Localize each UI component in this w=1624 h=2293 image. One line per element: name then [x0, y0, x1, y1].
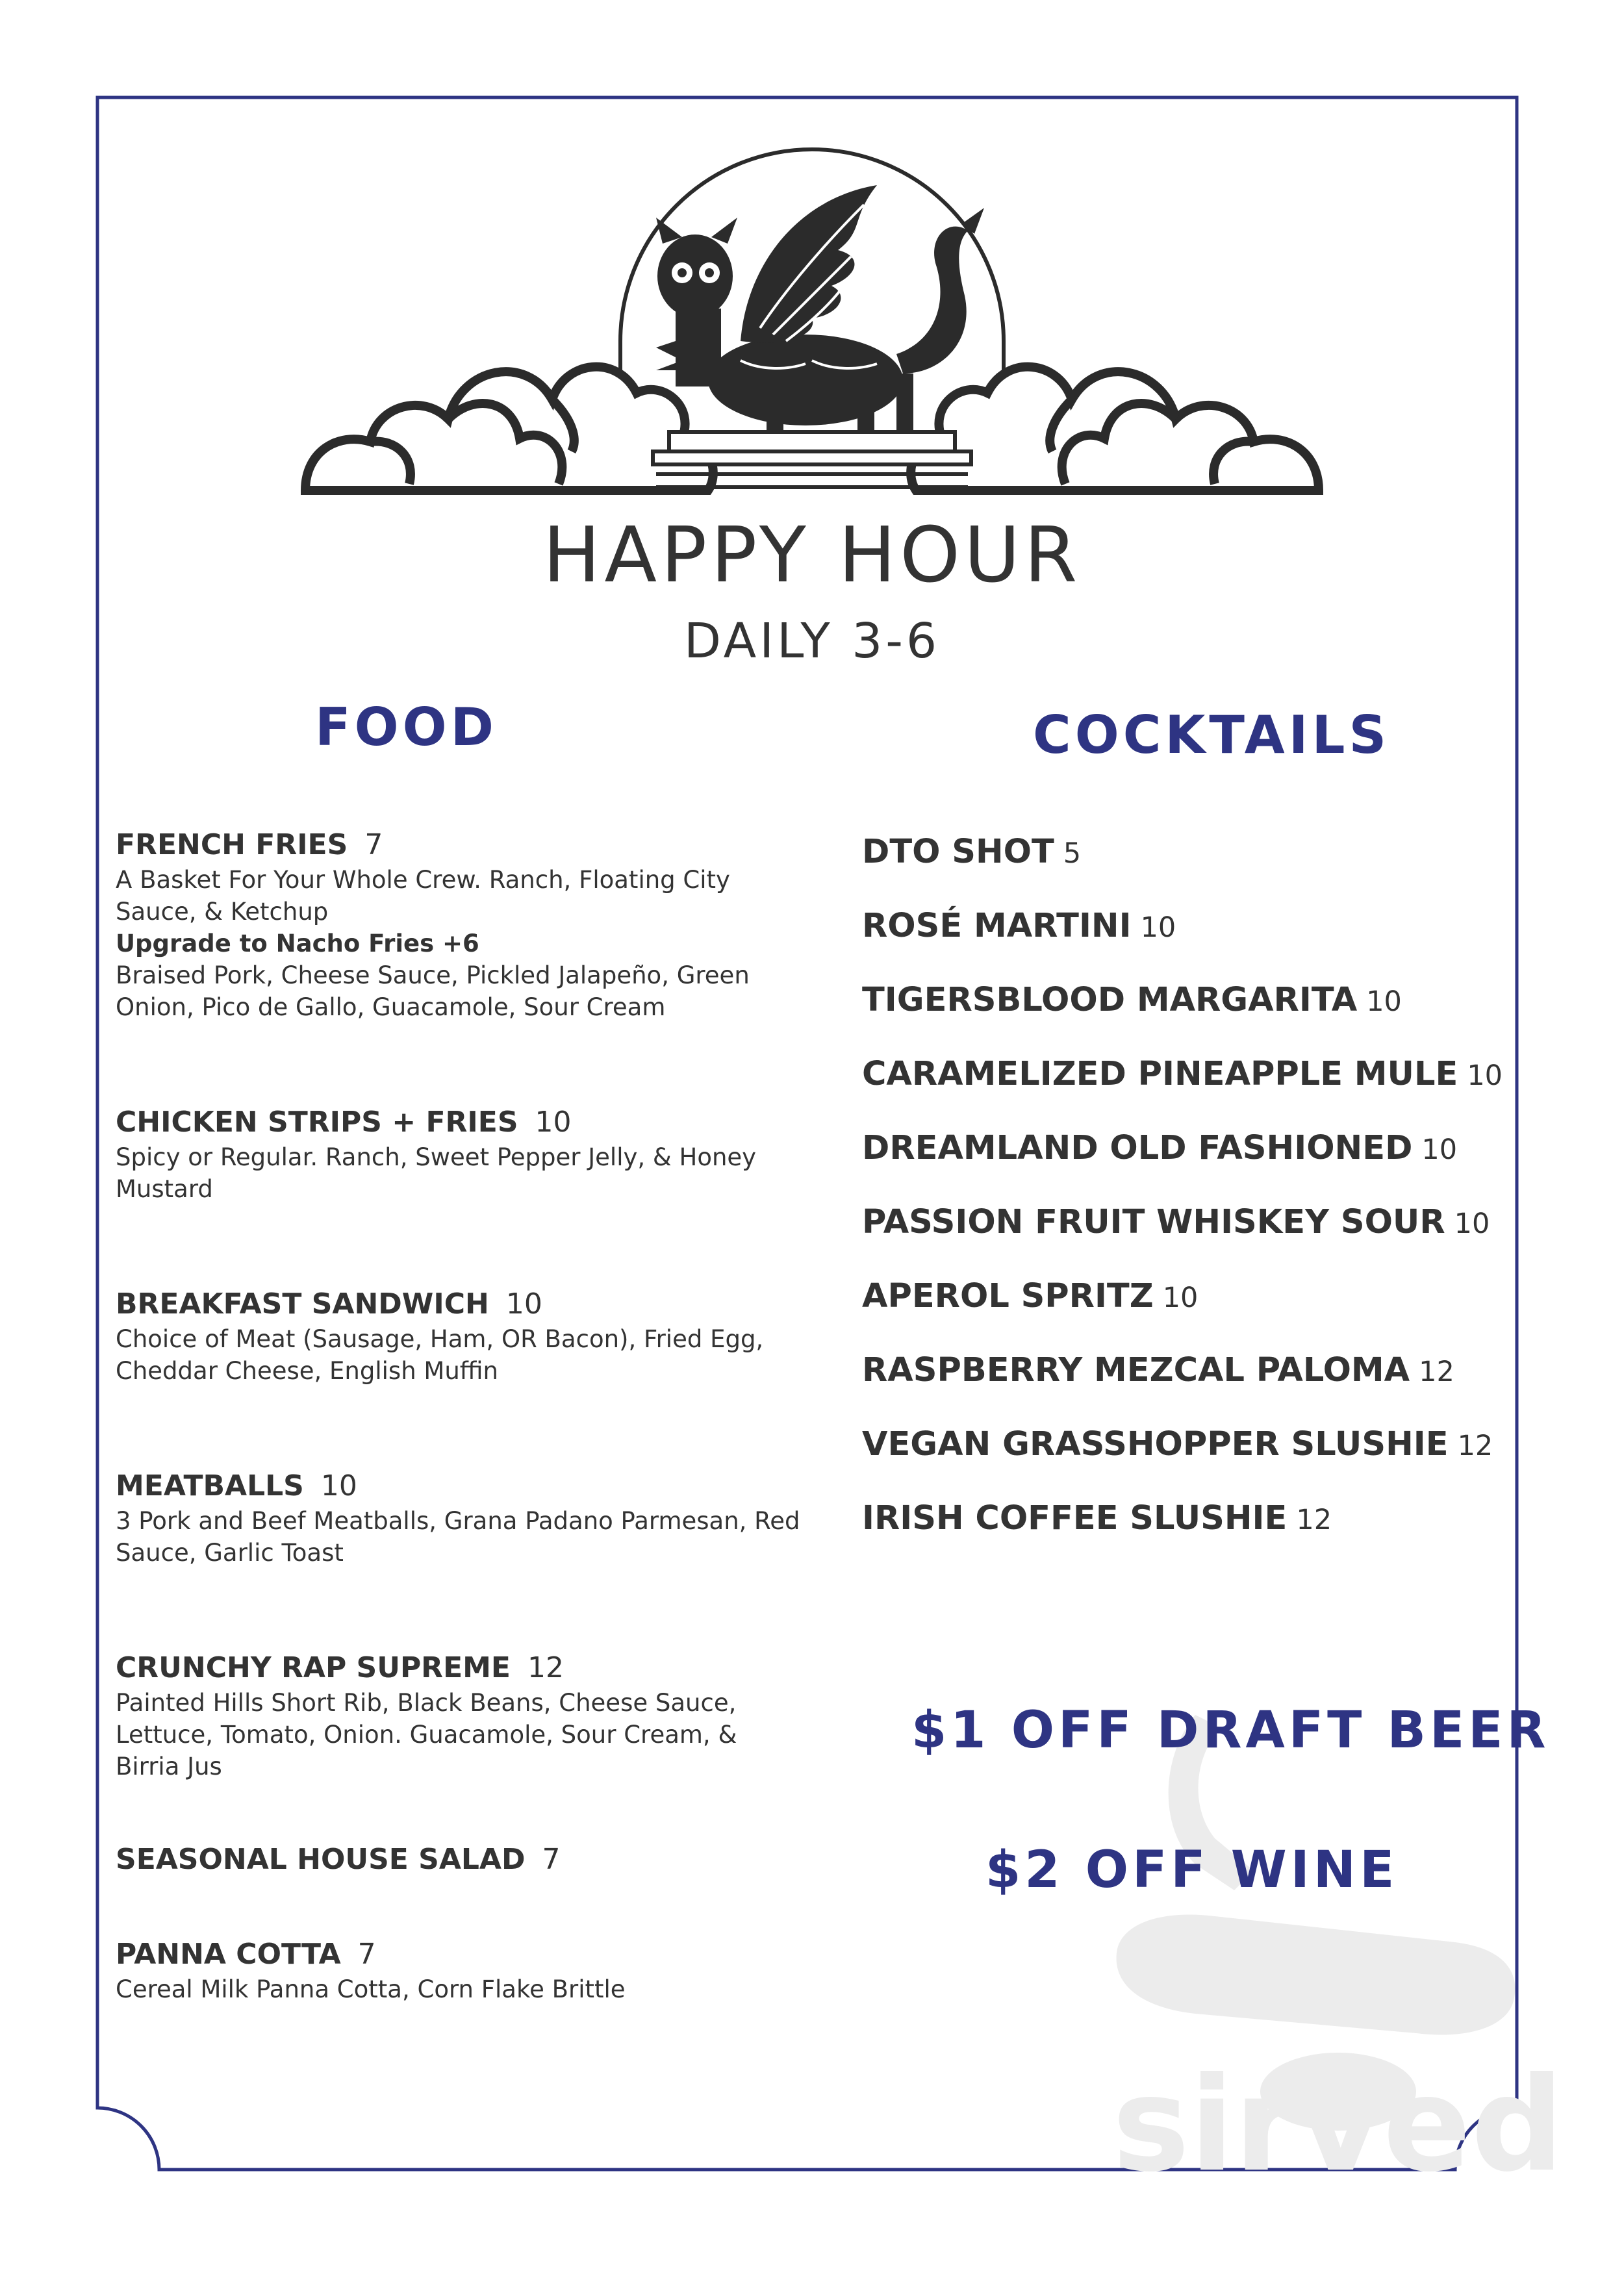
- promo-draft-beer: $1 OFF DRAFT BEER: [911, 1701, 1550, 1760]
- food-item-name: BREAKFAST SANDWICH: [116, 1287, 489, 1321]
- food-item-name: SEASONAL HOUSE SALAD: [116, 1843, 526, 1876]
- cocktail-item: [862, 903, 1512, 977]
- cocktail-name: DTO SHOT: [862, 833, 1054, 871]
- food-item-price: 10: [535, 1106, 572, 1139]
- food-item-name: CRUNCHY RAP SUPREME: [116, 1651, 511, 1684]
- food-item-price: 7: [542, 1843, 561, 1876]
- watermark-text: sirved: [1112, 2049, 1564, 2183]
- food-item-price: 7: [357, 1938, 376, 1971]
- food-item-description: Spicy or Regular. Ranch, Sweet Pepper Jelly, & Honey Mustard: [116, 1143, 757, 1203]
- food-item-name: CHICKEN STRIPS + FRIES: [116, 1106, 518, 1139]
- cocktail-item: [862, 1051, 1512, 1125]
- cocktail-price: 12: [1457, 1430, 1493, 1462]
- cocktail-item: [862, 1199, 1512, 1273]
- cocktail-name: APEROL SPRITZ: [862, 1277, 1154, 1315]
- food-item-price: 10: [505, 1287, 542, 1321]
- food-list: [116, 826, 804, 2005]
- cocktail-price: 10: [1162, 1282, 1199, 1314]
- cocktail-name: TIGERSBLOOD MARGARITA: [862, 981, 1358, 1019]
- cocktail-item: [862, 1421, 1512, 1495]
- cocktail-price: 12: [1296, 1504, 1332, 1536]
- food-item-breakfast-sandwich: [116, 1286, 804, 1387]
- cocktail-item: [862, 829, 1512, 903]
- cocktails-heading: COCKTAILS: [1033, 705, 1391, 765]
- griffin-logo-icon: [292, 146, 1332, 510]
- cocktail-name: ROSÉ MARTINI: [862, 907, 1132, 945]
- cocktail-item: [862, 1125, 1512, 1199]
- food-item-name: FRENCH FRIES: [116, 828, 348, 861]
- cocktail-price: 10: [1140, 911, 1176, 944]
- cocktail-price: 10: [1366, 985, 1402, 1018]
- food-item-french-fries: [116, 826, 804, 1023]
- food-item-description: Painted Hills Short Rib, Black Beans, Cheese Sauce, Lettuce, Tomato, Onion. Guacamole, Sour Cream, & Birria Jus: [116, 1689, 737, 1780]
- cocktail-name: VEGAN GRASSHOPPER SLUSHIE: [862, 1425, 1449, 1463]
- page-title: HAPPY HOUR: [542, 510, 1082, 600]
- food-item-name: MEATBALLS: [116, 1469, 304, 1502]
- food-item-price: 12: [527, 1651, 564, 1684]
- page-subtitle: DAILY 3-6: [683, 613, 941, 669]
- promo-wine: $2 OFF WINE: [985, 1841, 1399, 1899]
- food-item-chicken-strips: [116, 1104, 804, 1205]
- food-item-description: A Basket For Your Whole Crew. Ranch, Floating City Sauce, & Ketchup: [116, 866, 730, 926]
- cocktail-price: 10: [1421, 1134, 1458, 1166]
- food-item-crunchy-rap-supreme: [116, 1649, 804, 1782]
- cocktail-item: [862, 977, 1512, 1051]
- food-item-upgrade-description: Braised Pork, Cheese Sauce, Pickled Jalapeño, Green Onion, Pico de Gallo, Guacamole, Sour Cream: [116, 961, 750, 1021]
- food-item-description: 3 Pork and Beef Meatballs, Grana Padano Parmesan, Red Sauce, Garlic Toast: [116, 1507, 800, 1567]
- cocktail-price: 12: [1419, 1356, 1454, 1388]
- cocktail-list: [862, 829, 1512, 1569]
- cocktail-item: [862, 1495, 1512, 1569]
- cocktail-name: IRISH COFFEE SLUSHIE: [862, 1499, 1288, 1538]
- food-item-meatballs: [116, 1467, 804, 1569]
- cocktail-item: [862, 1347, 1512, 1421]
- cocktail-item: [862, 1273, 1512, 1347]
- food-item-upgrade: Upgrade to Nacho Fries +6: [116, 930, 479, 957]
- food-item-price: 10: [320, 1469, 357, 1502]
- food-item-description: Cereal Milk Panna Cotta, Corn Flake Brittle: [116, 1975, 626, 2003]
- food-item-description: Choice of Meat (Sausage, Ham, OR Bacon), Fried Egg, Cheddar Cheese, English Muffin: [116, 1325, 764, 1385]
- cocktail-name: PASSION FRUIT WHISKEY SOUR: [862, 1203, 1445, 1241]
- cocktail-name: DREAMLAND OLD FASHIONED: [862, 1129, 1413, 1167]
- cocktail-name: RASPBERRY MEZCAL PALOMA: [862, 1351, 1410, 1389]
- cocktail-name: CARAMELIZED PINEAPPLE MULE: [862, 1055, 1458, 1093]
- cocktail-price: 5: [1063, 837, 1082, 870]
- cocktail-price: 10: [1454, 1208, 1490, 1240]
- food-item-price: 7: [364, 828, 383, 861]
- cocktail-price: 10: [1467, 1059, 1503, 1092]
- food-item-panna-cotta: [116, 1936, 804, 2005]
- food-heading: FOOD: [315, 697, 498, 757]
- food-item-seasonal-house-salad: [116, 1841, 804, 1879]
- food-item-name: PANNA COTTA: [116, 1938, 341, 1971]
